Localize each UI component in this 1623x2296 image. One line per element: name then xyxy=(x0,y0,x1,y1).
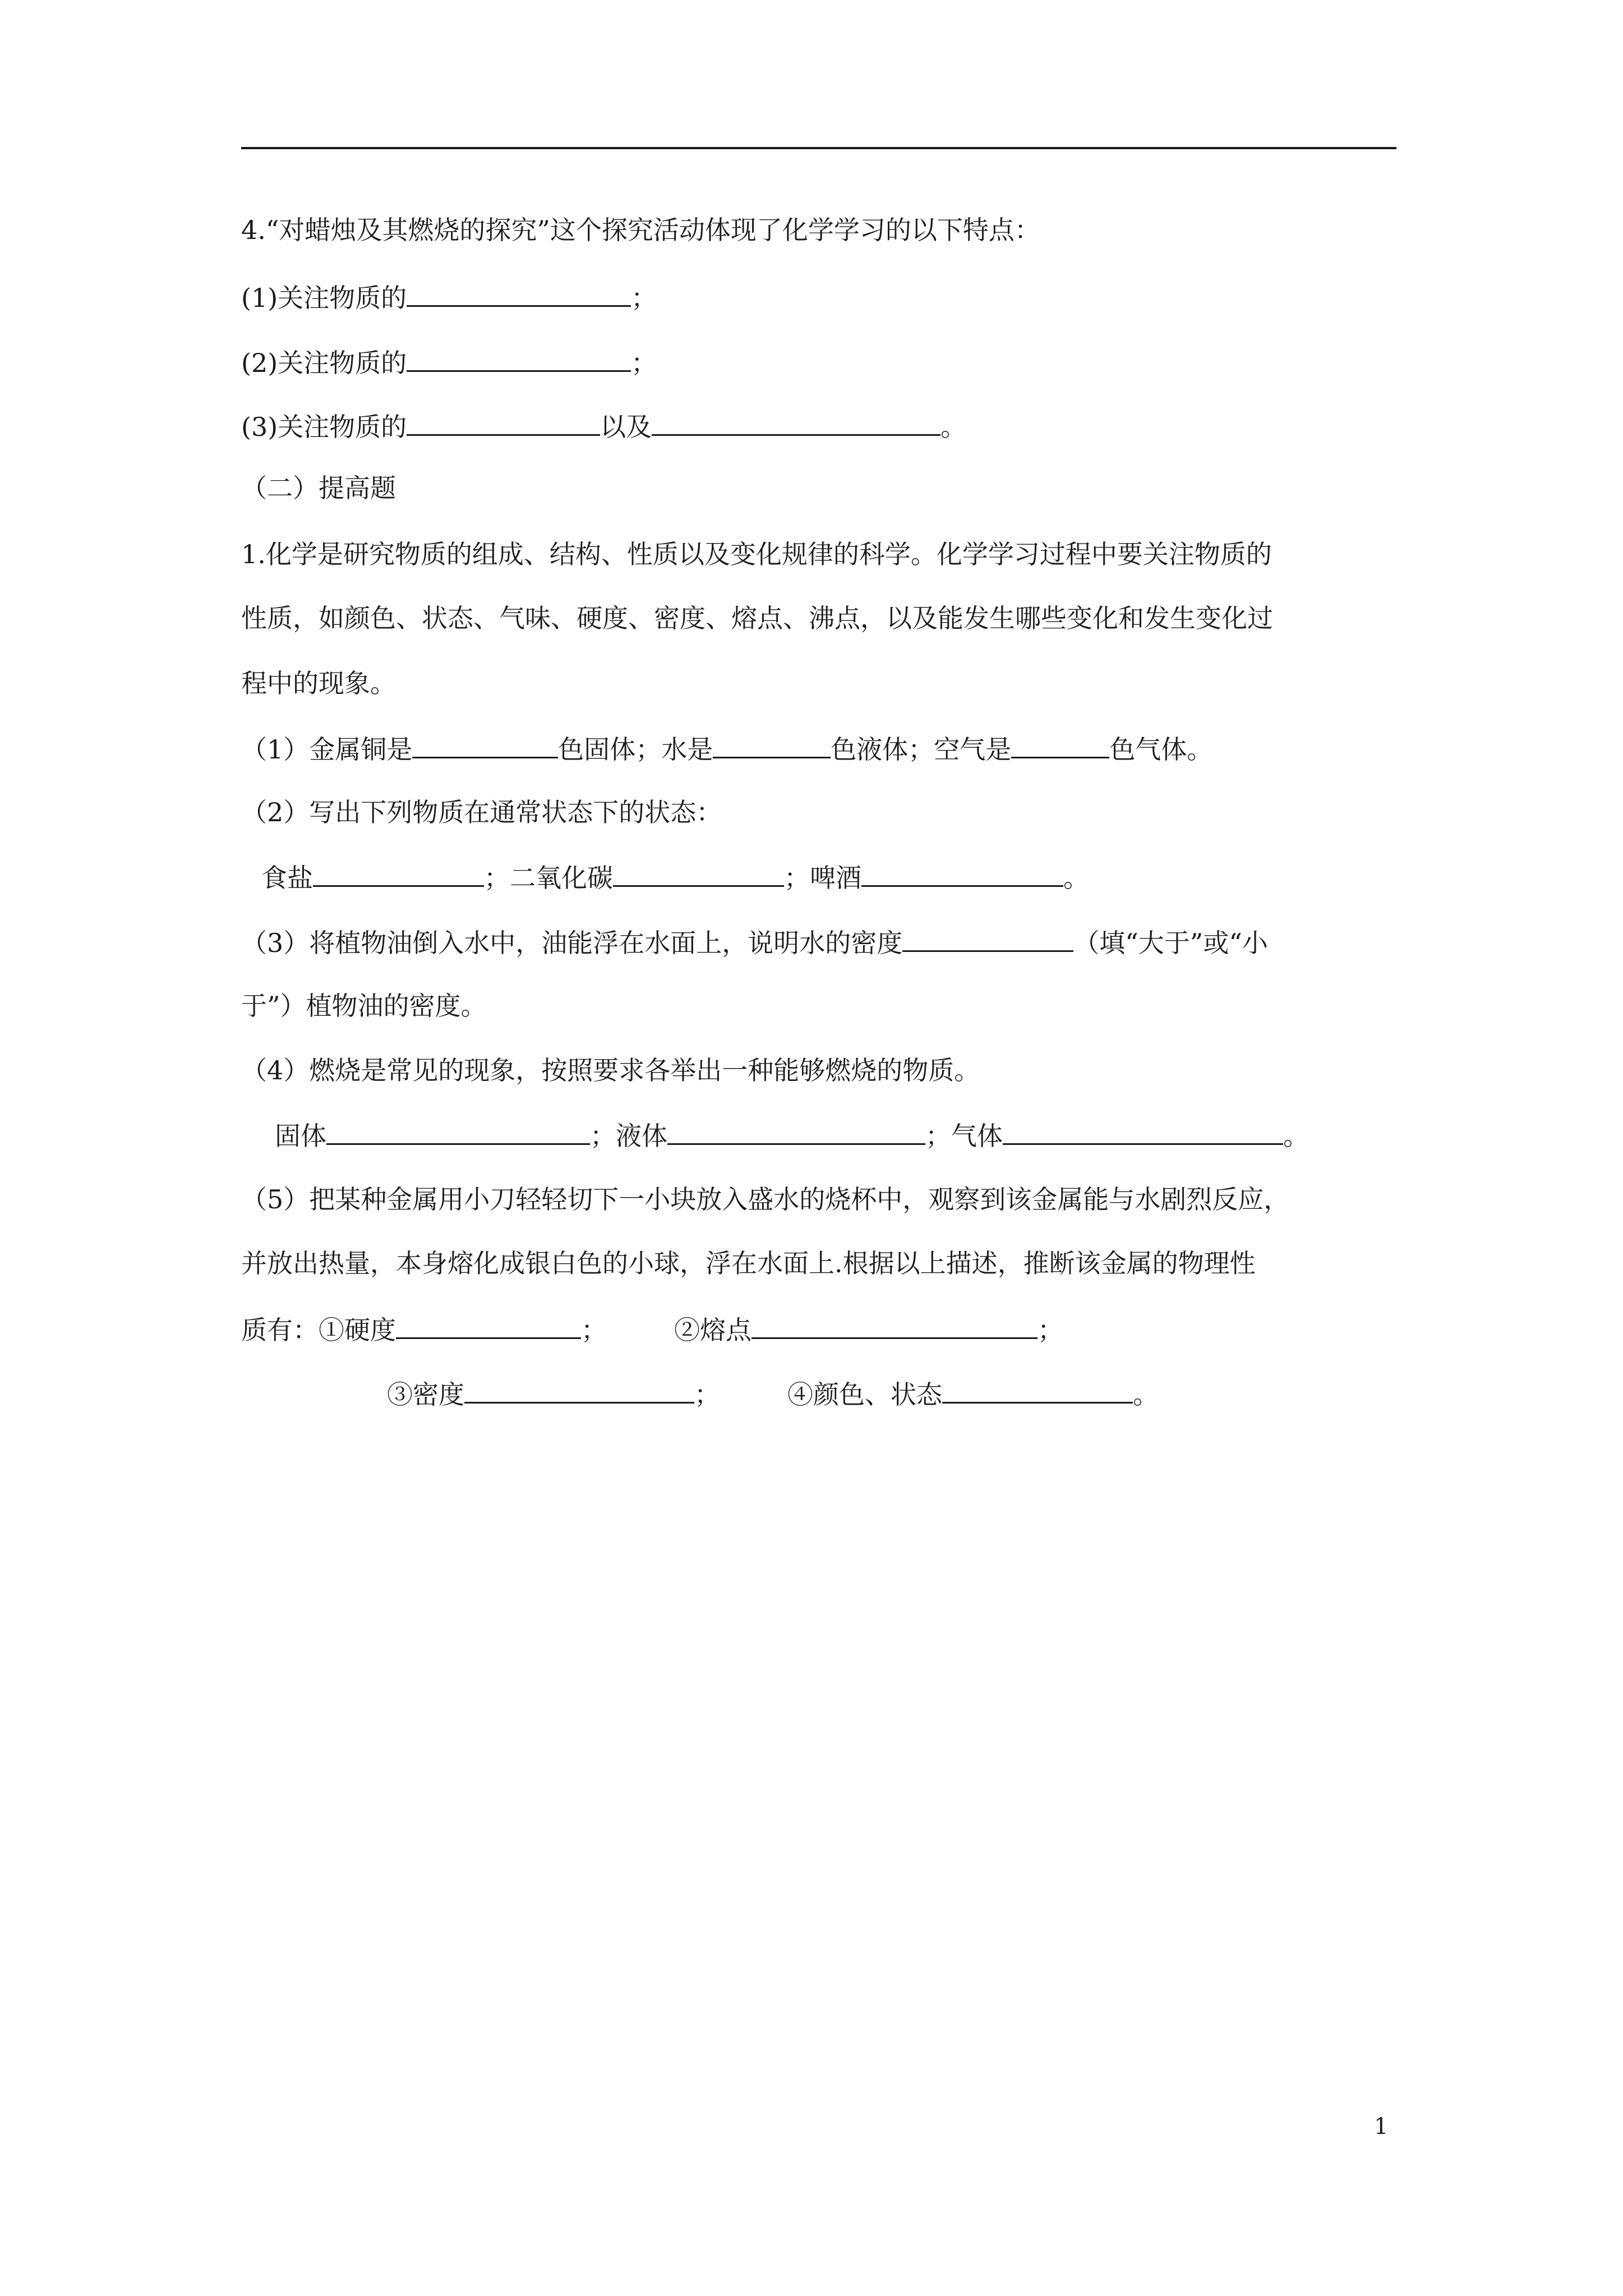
sub-question-1-part-d: 色气体。 xyxy=(1109,734,1213,765)
sub-question-5-line-2 xyxy=(241,1246,1256,1280)
answer-blank[interactable] xyxy=(412,731,558,758)
q1-intro-line-1 xyxy=(241,537,1272,571)
sub-question-5-sep-4: 。 xyxy=(1133,1379,1159,1410)
page-number: 1 xyxy=(1374,2114,1389,2139)
sub-question-5-line-2-text: 并放出热量，本身熔化成银白色的小球，浮在水面上.根据以上描述，推断该金属的物理性 xyxy=(241,1248,1256,1278)
q4-item-1 xyxy=(241,279,657,315)
sub-question-4-part-d: 。 xyxy=(1283,1121,1309,1151)
section-heading xyxy=(241,471,396,505)
answer-blank[interactable] xyxy=(313,859,484,887)
sub-question-3-line-2-text: 于”）植物油的密度。 xyxy=(241,991,487,1021)
answer-blank[interactable] xyxy=(942,1376,1133,1404)
sub-question-2-part-a: 食盐 xyxy=(261,863,313,893)
q1-intro-line-2-text: 性质，如颜色、状态、气味、硬度、密度、熔点、沸点，以及能发生哪些变化和发生变化过 xyxy=(241,603,1273,633)
sub-question-1-part-b: 色固体；水是 xyxy=(558,734,713,765)
sub-question-5-sep-1: ； xyxy=(581,1315,607,1345)
sub-question-2-part-c: ；啤酒 xyxy=(784,863,861,893)
section-heading-text: （二）提高题 xyxy=(241,473,396,503)
answer-blank[interactable] xyxy=(751,1312,1038,1339)
sub-question-4-stem-text: （4）燃烧是常见的现象，按照要求各举出一种能够燃烧的物质。 xyxy=(241,1055,980,1085)
q4-stem xyxy=(241,213,1040,247)
sub-question-5-line-3 xyxy=(241,1312,1063,1347)
sub-question-2-stem-text: （2）写出下列物质在通常状态下的状态： xyxy=(241,797,722,827)
sub-question-2-answers xyxy=(261,859,1089,895)
sub-question-2-part-d: 。 xyxy=(1063,863,1089,893)
sub-question-5-line-1-text: （5）把某种金属用小刀轻轻切下一小块放入盛水的烧杯中，观察到该金属能与水剧烈反应， xyxy=(241,1184,1290,1214)
answer-blank[interactable] xyxy=(396,1312,581,1339)
answer-blank[interactable] xyxy=(1011,731,1109,758)
sub-question-4-stem xyxy=(241,1053,980,1087)
q4-item-1-suffix: ； xyxy=(631,283,657,313)
sub-question-3-part-a: （3）将植物油倒入水中，油能浮在水面上，说明水的密度 xyxy=(241,928,903,958)
answer-blank[interactable] xyxy=(1003,1117,1283,1145)
answer-blank[interactable] xyxy=(861,859,1063,887)
sub-question-5-line-4 xyxy=(387,1376,1159,1411)
sub-question-5-color-state-label: ④颜色、状态 xyxy=(787,1379,942,1410)
q1-intro-line-3 xyxy=(241,666,396,700)
sub-question-2-stem xyxy=(241,795,722,829)
answer-blank[interactable] xyxy=(667,1117,925,1145)
sub-question-1-part-a: （1）金属铜是 xyxy=(241,734,413,765)
sub-question-1 xyxy=(241,731,1212,766)
sub-question-5-sep-2: ； xyxy=(1038,1315,1063,1345)
sub-question-3-part-b: （填“大于”或“小 xyxy=(1073,928,1268,958)
sub-question-5-hardness-label: 质有：①硬度 xyxy=(241,1315,396,1345)
q4-stem-text: 4.“对蜡烛及其燃烧的探究”这个探究活动体现了化学学习的以下特点： xyxy=(241,215,1040,245)
answer-blank[interactable] xyxy=(713,731,831,758)
q4-item-2-prefix: (2)关注物质的 xyxy=(241,348,407,378)
q4-item-3-mid: 以及 xyxy=(600,412,652,442)
answer-blank[interactable] xyxy=(407,408,600,436)
answer-blank[interactable] xyxy=(326,1117,590,1145)
sub-question-4-part-c: ；气体 xyxy=(925,1121,1003,1151)
header-rule xyxy=(241,147,1396,149)
sub-question-2-part-b: ；二氧化碳 xyxy=(484,863,613,893)
q1-intro-line-2 xyxy=(241,601,1273,635)
answer-blank[interactable] xyxy=(407,279,631,307)
q4-item-3-suffix: 。 xyxy=(940,412,967,442)
q4-item-2 xyxy=(241,344,657,380)
sub-question-5-melting-label: ②熔点 xyxy=(674,1315,751,1345)
q4-item-3-prefix: (3)关注物质的 xyxy=(241,412,407,442)
sub-question-5-line-1 xyxy=(241,1182,1289,1216)
sub-question-5-density-label: ③密度 xyxy=(387,1379,464,1410)
q4-item-2-suffix: ； xyxy=(631,348,657,378)
sub-question-4-part-b: ；液体 xyxy=(590,1121,667,1151)
q1-intro-line-1-text: 1.化学是研究物质的组成、结构、性质以及变化规律的科学。化学学习过程中要关注物质的 xyxy=(241,539,1272,569)
sub-question-4-answers xyxy=(275,1117,1309,1153)
sub-question-3-line-2 xyxy=(241,989,487,1023)
q4-item-3 xyxy=(241,408,966,444)
sub-question-3 xyxy=(241,924,1268,960)
sub-question-5-sep-3: ； xyxy=(694,1379,720,1410)
answer-blank[interactable] xyxy=(407,344,631,372)
answer-blank[interactable] xyxy=(902,924,1073,952)
q1-intro-line-3-text: 程中的现象。 xyxy=(241,668,396,698)
q4-item-1-prefix: (1)关注物质的 xyxy=(241,283,407,313)
answer-blank[interactable] xyxy=(613,859,784,887)
sub-question-4-part-a: 固体 xyxy=(275,1121,326,1151)
answer-blank[interactable] xyxy=(464,1376,694,1404)
answer-blank[interactable] xyxy=(652,408,940,436)
sub-question-1-part-c: 色液体；空气是 xyxy=(831,734,1012,765)
